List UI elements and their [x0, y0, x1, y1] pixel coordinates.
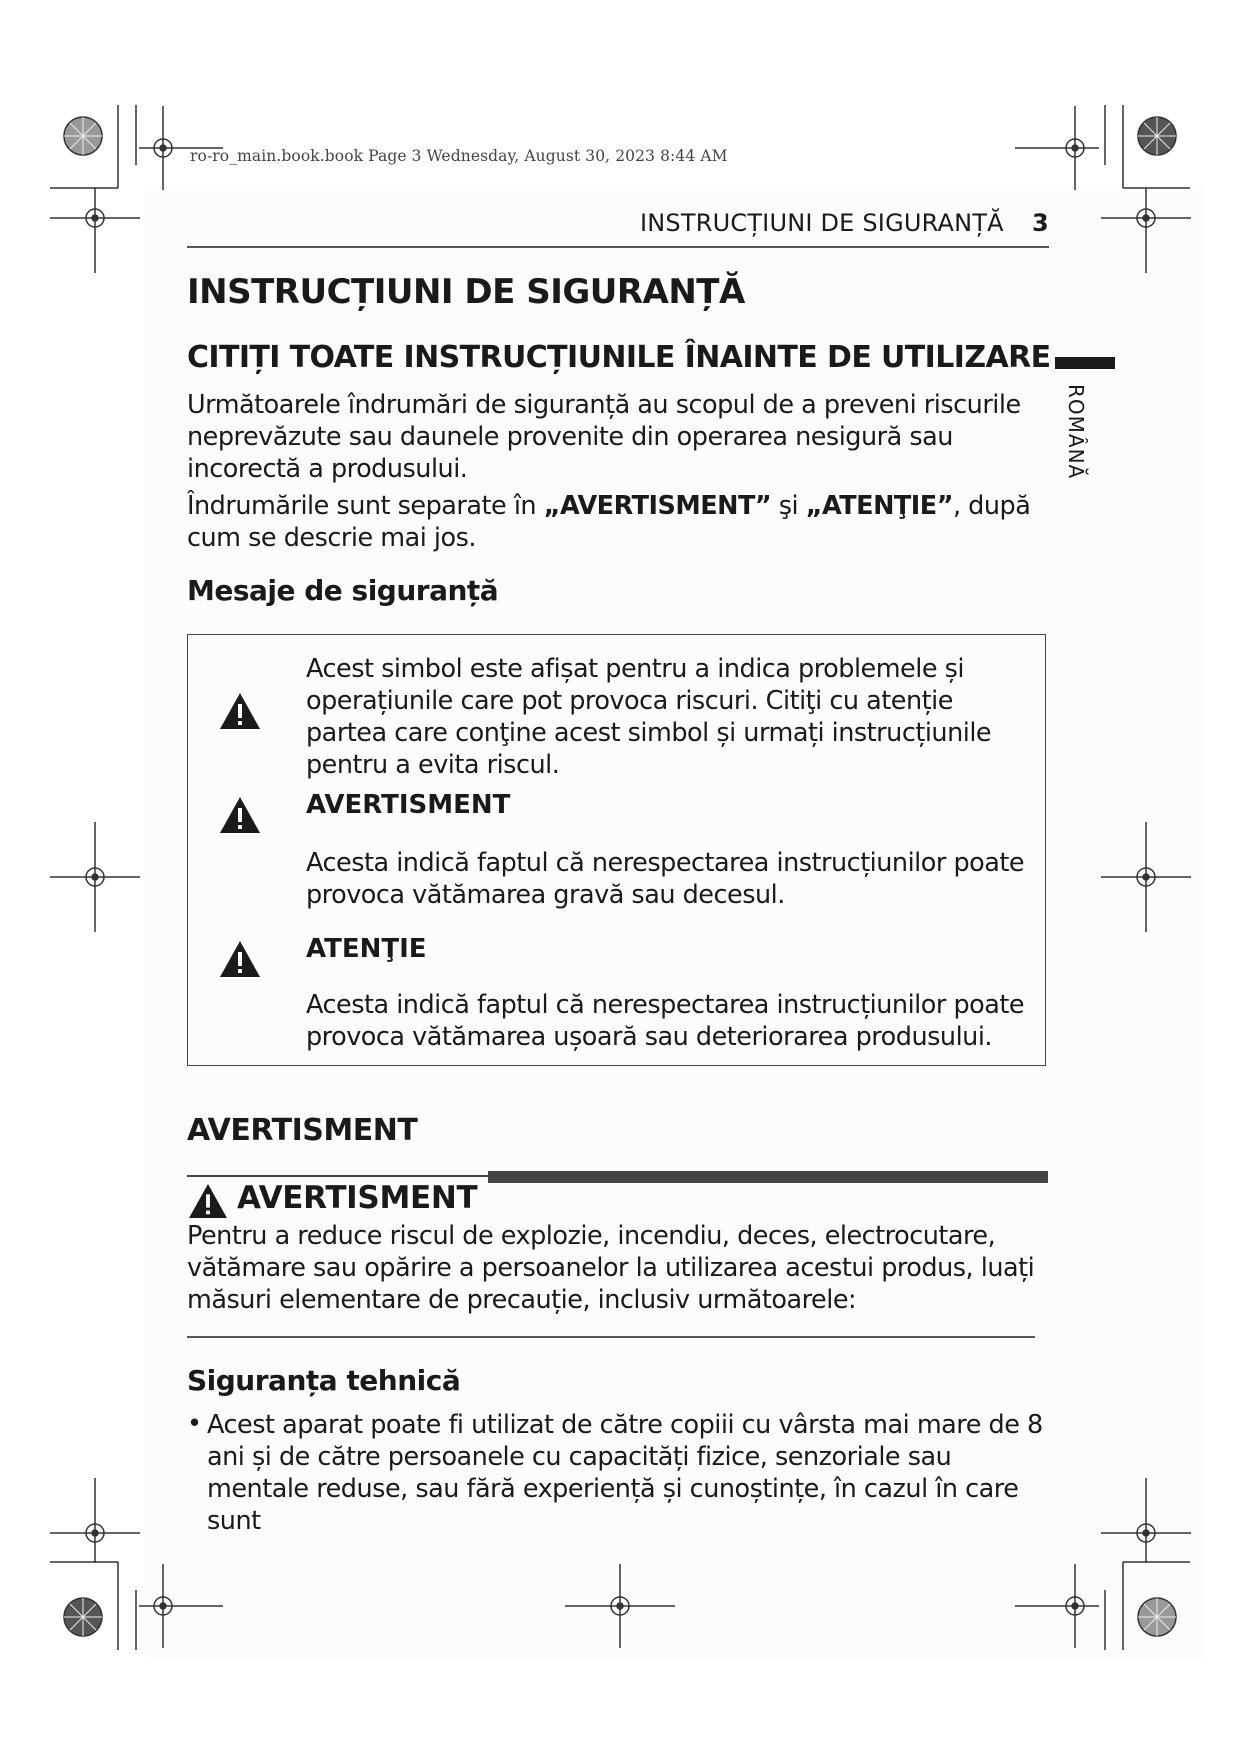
- language-tab-label: ROMÂNĂ: [1064, 384, 1088, 480]
- intro-text-mid: şi: [771, 491, 806, 521]
- warning-triangle-icon: [219, 796, 261, 834]
- bullet-mark: •: [187, 1409, 203, 1439]
- warning-paragraph: Pentru a reduce riscul de explozie, incendiu, deces, electrocutare, vătămare sau opărire a persoanelor la utilizarea acestui produs, luați măsuri elementare de precauție, inclusiv următoarele:: [187, 1221, 1035, 1315]
- section-title: INSTRUCȚIUNI DE SIGURANȚĂ: [187, 272, 745, 312]
- warning-section-title: AVERTISMENT: [187, 1113, 418, 1148]
- list-item: Acest aparat poate fi utilizat de către copiii cu vârsta mai mare de 8 ani și de către persoanele cu capacități fizice, senzoriale sau mentale reduse, sau fără experiență și cunoștințe, în cazul în care sunt: [207, 1410, 1043, 1536]
- keyword-caution: „ATENŢIE”: [805, 491, 953, 521]
- safety-messages-title: Mesaje de siguranță: [187, 574, 499, 607]
- warning-rule-thick: [488, 1171, 1048, 1183]
- read-all-title: CITIȚI TOATE INSTRUCȚIUNILE ÎNAINTE DE UTILIZARE: [187, 340, 1051, 375]
- intro-paragraph-2: [187, 490, 1057, 554]
- keyword-warning: „AVERTISMENT”: [543, 491, 772, 521]
- warning-rule-thin: [187, 1175, 490, 1177]
- intro-paragraph: Următoarele îndrumări de siguranță au scopul de a preveni riscurile neprevăzute sau daunele provenite din operarea nesigură sau incorectă a produsului.: [187, 390, 1021, 484]
- header-rule: [187, 246, 1049, 248]
- page-number: 3: [1032, 209, 1049, 237]
- symbol-description: Acest simbol este afișat pentru a indica problemele și operațiunile care pot provoca riscuri. Citiţi cu atenție partea care conţine acest simbol și urmați instrucțiunile pentru a evita riscul.: [306, 654, 992, 780]
- warning-triangle-icon: [219, 940, 261, 978]
- language-tab-bar: [1055, 357, 1115, 369]
- warning-description: Acesta indică faptul că nerespectarea instrucțiunilor poate provoca vătămarea gravă sau decesul.: [306, 848, 1025, 910]
- warning-triangle-icon: [219, 692, 261, 730]
- warning-bottom-rule: [187, 1336, 1035, 1338]
- technical-safety-title: Siguranța tehnică: [187, 1364, 461, 1397]
- warning-triangle-icon: [187, 1183, 229, 1219]
- caution-heading: ATENŢIE: [306, 934, 427, 964]
- running-header-title: INSTRUCȚIUNI DE SIGURANȚĂ: [640, 209, 1004, 237]
- caution-description: Acesta indică faptul că nerespectarea instrucțiunilor poate provoca vătămarea ușoară sau deteriorarea produsului.: [306, 990, 1025, 1052]
- print-meta-line: ro-ro_main.book.book Page 3 Wednesday, August 30, 2023 8:44 AM: [190, 147, 728, 165]
- warning-label: AVERTISMENT: [237, 1180, 478, 1216]
- intro-text-start: Îndrumările sunt separate în: [187, 491, 544, 521]
- intro-text-end: , după cum se descrie mai jos.: [187, 491, 1031, 553]
- warning-heading: AVERTISMENT: [306, 790, 511, 820]
